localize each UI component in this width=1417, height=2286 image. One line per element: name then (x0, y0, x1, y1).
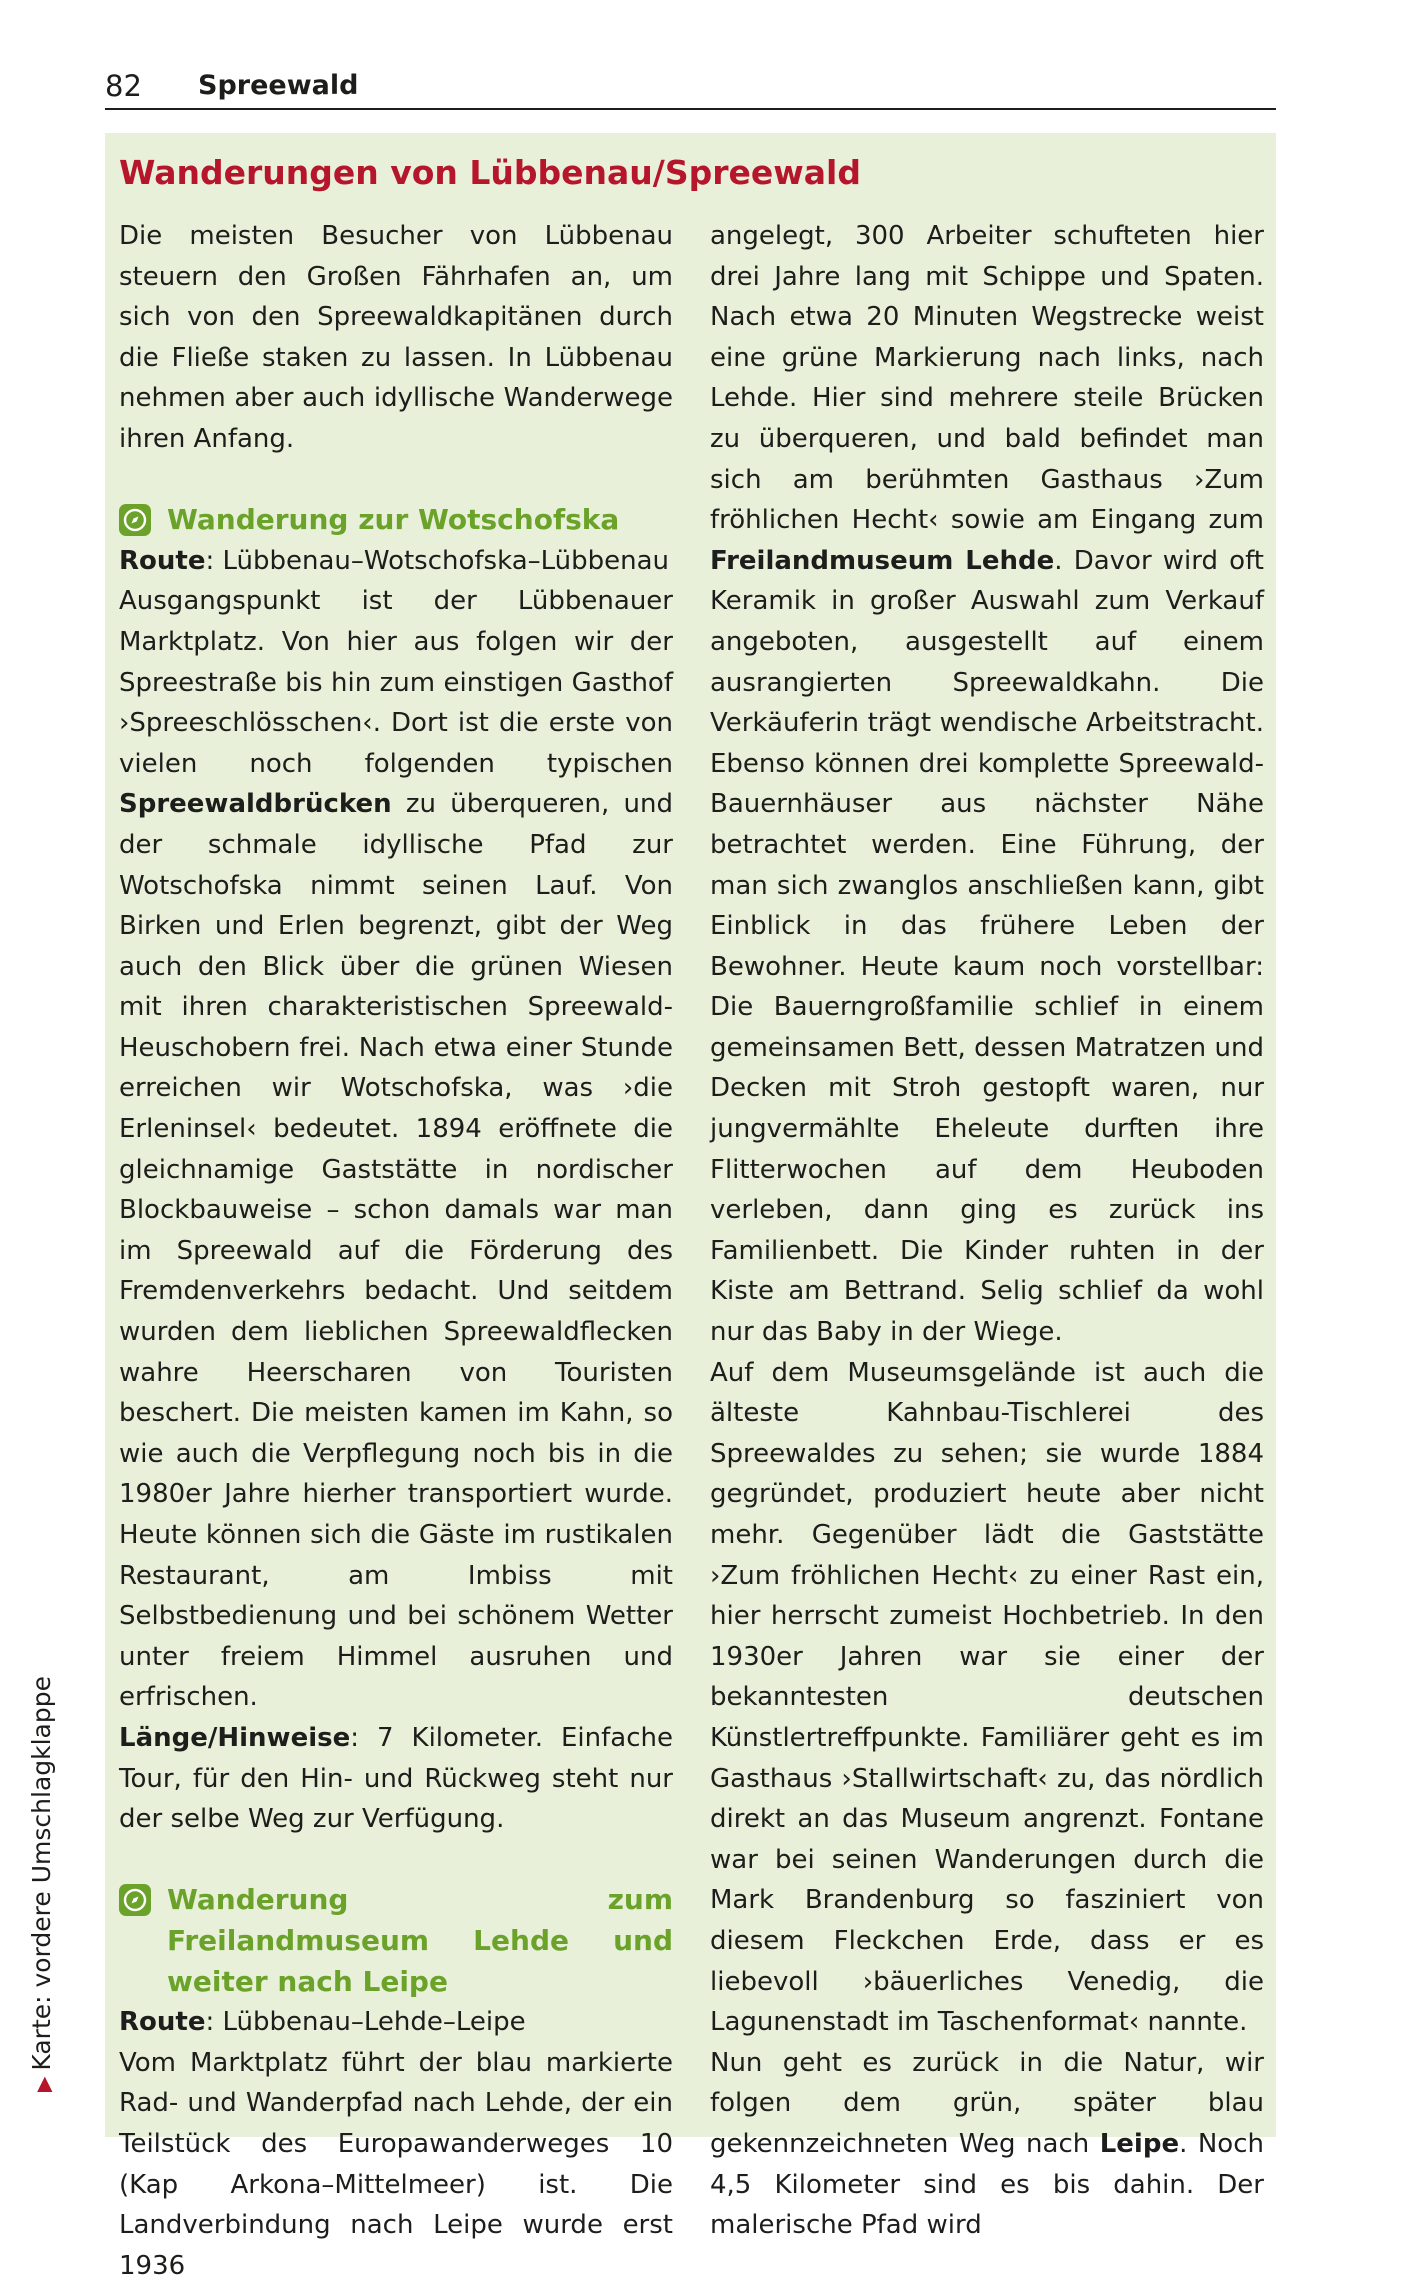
compass-icon (119, 1884, 151, 1916)
box-title: Wanderungen von Lübbenau/Spreewald (119, 153, 861, 192)
hike1-text-a: Ausgangspunkt ist der Lübbenauer Marktplatz. Von hier aus folgen wir der Spreestraße bis hin zum einstigen Gasthof ›Spreeschlösschen‹. Dort ist die erste von vielen noch folgenden typischen (119, 586, 673, 779)
hike2-route (119, 2002, 673, 2043)
column-right (710, 216, 1264, 2246)
hike2-text-c: . Davor wird oft Keramik in großer Auswahl zum Verkauf angeboten, ausgestellt auf einem ausrangierten Spreewaldkahn. Die Verkäuferin trägt wendische Arbeitstracht. Ebenso können drei komplette Spreewald-Bauernhäuser aus nächster Nähe betrachtet werden. Eine Führung, der man sich zwanglos anschließen kann, gibt Einblick in das frühere Leben der Bewohner. Heute kaum noch vorstellbar: Die Bauerngroßfamilie schlief in einem gemeinsamen Bett, dessen Matratzen und Decken mit Stroh gestopft waren, nur jungvermählte Eheleute durften ihre Flitterwochen auf dem Heuboden verleben, dann ging es zurück ins Familienbett. Die Kinder ruhten in der Kiste am Bettrand. Selig schlief da wohl nur das Baby in der Wiege. (710, 545, 1264, 1348)
hike1-heading (119, 500, 673, 541)
triangle-right-icon: ▶ (31, 2076, 55, 2092)
hike1-info-label: Länge/Hinweise (119, 1722, 351, 1753)
leipe-text-a: Nun geht es zurück in die Natur, wir folgen dem grün, später blau gekennzeichneten Weg nach (710, 2047, 1264, 2159)
hike1-bold-bridges: Spreewaldbrücken (119, 789, 392, 820)
leipe-text-b: . Noch 4,5 Kilometer sind es bis dahin. Der malerische Pfad wird (710, 2128, 1264, 2241)
hike2-route-label: Route (119, 2007, 206, 2038)
hike1-text-b: zu überqueren, und der schmale idyllische Pfad zur Wotschofska nimmt seinen Lauf. Von Birken und Erlen begrenzt, gibt der Weg auch den Blick über die grünen Wiesen mit ihren charakteristischen Spreewald-Heuschobern frei. Nach etwa einer Stunde erreichen wir Wotschofska, was ›die Erleninsel‹ bedeutet. 1894 eröffnete die gleichnamige Gaststätte in nordischer Blockbauweise – schon damals war man im Spreewald auf die Förderung des Fremdenverkehrs bedacht. Und seitdem wurden dem lieblichen Spreewaldflecken wahre Heerscharen von Touristen beschert. Die meisten kamen im Kahn, so wie auch die Verpflegung noch bis in die 1980er Jahre hierher transportiert wurde. Heute können sich die Gäste im rustikalen Restaurant, am Imbiss mit Selbstbedienung und bei schönem Wetter unter freiem Himmel ausruhen und erfrischen. (119, 789, 673, 1713)
map-reference-text: Karte: vordere Umschlagklappe (27, 1676, 56, 2071)
running-head: Spreewald (198, 70, 359, 101)
hike1-info-text: : 7 Kilometer. Einfache Tour, für den Hin- und Rückweg steht nur der selbe Weg zur Verfügung. (119, 1722, 673, 1835)
leipe-paragraph (710, 2043, 1264, 2246)
leipe-bold: Leipe (1099, 2128, 1180, 2159)
hike2-bold-museum: Freilandmuseum Lehde (710, 545, 1055, 576)
hike1-route-text: : Lübbenau–Wotschofska–Lübbenau (205, 545, 670, 576)
hike2-heading (119, 1880, 673, 2002)
info-box (105, 133, 1276, 2281)
hike1-route-label: Route (119, 545, 206, 576)
column-left (119, 216, 673, 2286)
museum-paragraph: Auf dem Museumsgelände ist auch die älteste Kahnbau-Tischlerei des Spreewaldes zu sehen; sie wurde 1884 gegründet, produziert heute aber nicht mehr. Gegenüber lädt die Gaststätte ›Zum fröhlichen Hecht‹ zu einer Rast ein, hier herrscht zumeist Hochbetrieb. In den 1930er Jahren war sie einer der bekanntesten deutschen Künstlertreffpunkte. Familiärer geht es im Gasthaus ›Stallwirtschaft‹ zu, das nördlich direkt an das Museum angrenzt. Fontane war bei seinen Wanderungen durch die Mark Brandenburg so fasziniert von diesem Fleckchen Erde, dass er es liebevoll ›bäuerliches Venedig, die Lagunenstadt im Taschenformat‹ nannte. (710, 1357, 1264, 2038)
hike2-description-continued (710, 216, 1264, 1353)
hike2-text-b: angelegt, 300 Arbeiter schufteten hier drei Jahre lang mit Schippe und Spaten. Nach etwa 20 Minuten Wegstrecke weist eine grüne Markierung nach links, nach Lehde. Hier sind mehrere steile Brücken zu überqueren, und bald befindet man sich am berühmten Gasthaus ›Zum fröhlichen Hecht‹ sowie am Eingang zum (710, 221, 1264, 536)
running-header (105, 66, 1276, 110)
intro-paragraph: Die meisten Besucher von Lübbenau steuern den Großen Fährhafen an, um sich von den Spreewaldkapitänen durch die Fließe staken zu lassen. In Lübbenau nehmen aber auch idyllische Wanderwege ihren Anfang. (119, 221, 673, 454)
hike1-heading-text: Wanderung zur Wotschofska (167, 503, 620, 537)
hike2-description-start: Vom Marktplatz führt der blau markierte Rad- und Wanderpfad nach Lehde, der ein Teilstück des Europawanderweges 10 (Kap Arkona–Mittelmeer) ist. Die Landverbindung nach Leipe wurde erst 1936 (119, 2047, 673, 2281)
hike2-route-text: : Lübbenau–Lehde–Leipe (205, 2007, 526, 2038)
hike1-route (119, 541, 673, 582)
page-number: 82 (105, 69, 142, 103)
hike2-heading-text: Wanderung zum Freilandmuseum Lehde und weiter nach Leipe (167, 1883, 673, 1998)
hike1-info (119, 1718, 673, 1840)
compass-icon (119, 504, 151, 536)
hike1-description (119, 581, 673, 1718)
map-reference (22, 1672, 62, 2092)
